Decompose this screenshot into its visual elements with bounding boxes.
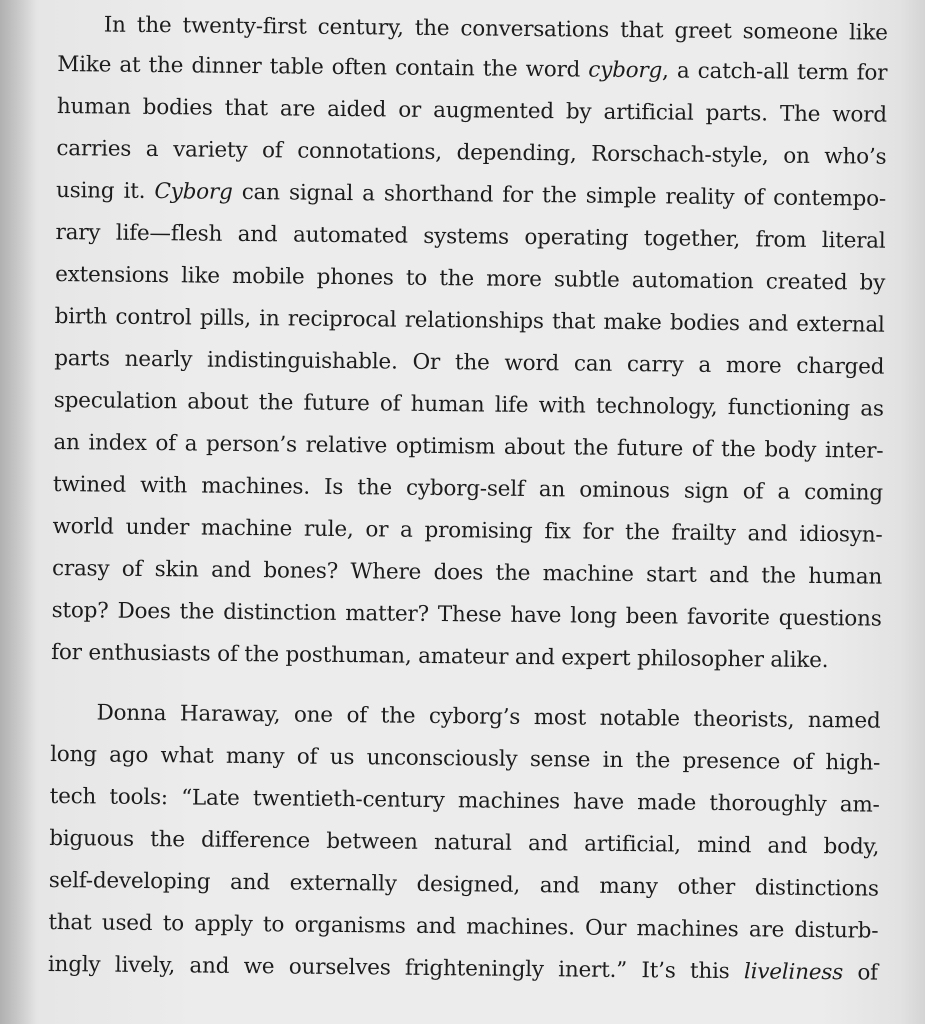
text-run: extensions like mobile phones to the more subtle automation created by xyxy=(55,261,886,296)
text-run: human bodies that are aided or augmented by artificial parts. The word xyxy=(56,93,888,128)
text-line xyxy=(48,944,878,995)
text-run: an index of a person’s relative optimism about the future of the body inter- xyxy=(53,429,884,464)
body-text xyxy=(47,4,888,986)
text-run: self-developing and externally designed, and many other distinctions xyxy=(48,867,879,902)
text-run: carries a variety of connotations, depending, Rorschach-style, on who’s xyxy=(56,135,887,170)
text-run: ingly lively, and we ourselves frighteningly inert.” It’s this xyxy=(47,951,745,985)
text-run: can signal a shorthand for the simple reality of contempo- xyxy=(232,179,887,212)
text-run: that used to apply to organisms and machines. Our machines are disturb- xyxy=(48,909,879,944)
text-run: Donna Haraway, one of the cyborg’s most notable theorists, named xyxy=(96,700,881,734)
text-run: tech tools: “Late twentieth-century machines have made thoroughly am- xyxy=(49,783,880,818)
text-run: rary life—flesh and automated systems operating together, from literal xyxy=(55,219,886,254)
italic-term: liveliness xyxy=(743,959,844,986)
text-run: Mike at the dinner table often contain the word xyxy=(57,51,589,83)
text-run: parts nearly indistinguishable. Or the word can carry a more charged xyxy=(54,345,885,380)
text-run: stop? Does the distinction matter? These have long been favorite questions xyxy=(51,597,882,632)
text-run: speculation about the future of human life with technology, functioning as xyxy=(53,387,884,422)
text-run: twined with machines. Is the cyborg-self an ominous sign of a coming xyxy=(52,471,884,506)
text-run: for enthusiasts of the posthuman, amateur and expert philosopher alike. xyxy=(51,639,829,674)
text-run: birth control pills, in reciprocal relationships that make bodies and external xyxy=(54,303,885,338)
text-run: of xyxy=(842,960,879,986)
text-run: world under machine rule, or a promising fix for the frailty and idiosyn- xyxy=(52,513,883,548)
text-run: biguous the difference between natural and artificial, mind and body, xyxy=(49,825,880,860)
text-run: crasy of skin and bones? Where does the machine start and the human xyxy=(51,555,883,590)
italic-term: cyborg xyxy=(588,57,663,84)
text-run: using it. xyxy=(55,177,155,205)
italic-term: Cyborg xyxy=(154,179,233,205)
text-line xyxy=(51,632,829,682)
text-run: In the twenty-first century, the conversations that greet someone like xyxy=(103,12,888,46)
text-run: long ago what many of us unconsciously sense in the presence of high- xyxy=(50,741,881,776)
spine-shadow xyxy=(0,0,36,1024)
text-run: , a catch-all term for xyxy=(661,58,888,86)
